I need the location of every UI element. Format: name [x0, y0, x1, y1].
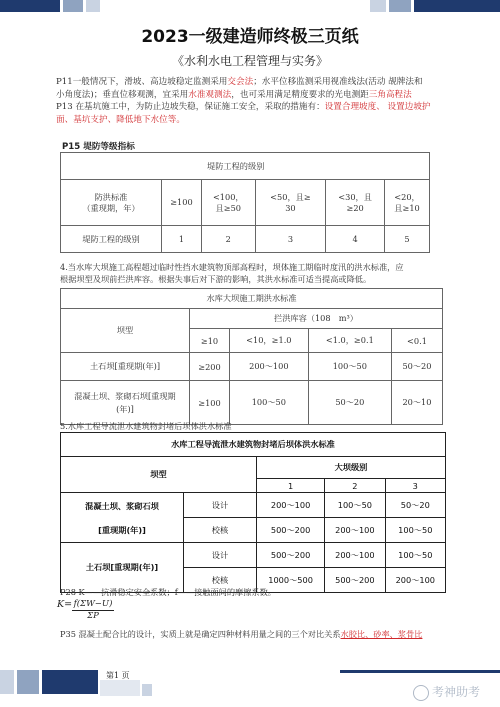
- table2-group: 拦洪库容（108 m³）: [190, 309, 443, 329]
- construction-flood-table: [60, 288, 443, 425]
- table-cell: 200～100: [325, 518, 385, 543]
- table-cell: 100～50: [229, 381, 308, 425]
- table-cell: 2: [325, 479, 385, 493]
- paragraph-p35: P35 混凝土配合比的设计，实质上就是确定四种材料用量之间的三个对比关系水胶比、砂率、浆骨比: [60, 629, 423, 639]
- table-cell: <100， 且≥50: [201, 180, 255, 226]
- table-cell: ≥100: [162, 180, 202, 226]
- table-cell: <20， 且≥10: [385, 180, 430, 226]
- table-cell: 3: [385, 479, 445, 493]
- table-cell: 100～50: [308, 353, 391, 381]
- table1-heading: P15 堤防等级指标: [62, 142, 135, 152]
- table-cell: 500～200: [257, 543, 325, 568]
- table-cell: 100～50: [325, 493, 385, 518]
- table-cell: ≥10: [190, 329, 230, 353]
- page-title: 2023一级建造师终极三页纸: [141, 27, 359, 47]
- table-cell: 50～20: [385, 493, 445, 518]
- table-cell: <10，≥1.0: [229, 329, 308, 353]
- table1-row2-label: 堤防工程的级别: [61, 226, 162, 253]
- paragraph-p28: P28 K——抗滑稳定安全系数；f——接触面间的摩擦系数。: [60, 587, 276, 597]
- table1-row1-label: 防洪标准 （重现期，年）: [61, 180, 162, 226]
- table-cell: 1000～500: [257, 568, 325, 593]
- table2-row-label: 混凝土坝、浆砌石坝[重现期 (年)]: [61, 381, 190, 425]
- table-cell: <50，且≥ 30: [255, 180, 325, 226]
- table-cell: 校核: [184, 568, 257, 593]
- paragraph-p11: P11一般情况下，滑坡、高边坡稳定监测采用交会法；水平位移监测采用视准线法(活动 觇牌法和 小角度法)；垂直位移观测，宜采用水准观测法，也可采用满足精度要求的光电测距三角高程法: [56, 77, 423, 100]
- table-cell: 200～100: [385, 568, 445, 593]
- table-cell: 50～20: [391, 353, 442, 381]
- table-cell: 设计: [184, 493, 257, 518]
- table-cell: 200～100: [325, 543, 385, 568]
- table-cell: 100～50: [385, 518, 445, 543]
- table-cell: <1.0，≥0.1: [308, 329, 391, 353]
- table-cell: <30，且 ≥20: [326, 180, 385, 226]
- formula-fraction: [72, 599, 114, 621]
- table1-head: 堤防工程的级别: [61, 153, 430, 180]
- dike-grade-table: [60, 152, 430, 253]
- table-cell: 200～100: [229, 353, 308, 381]
- paragraph-p13: P13 在基坑施工中，为防止边坡失稳，保证施工安全，采取的措施有：设置合理坡度、 设置边坡护 面、基坑支护、降低地下水位等。: [56, 102, 431, 125]
- table-cell: 2: [201, 226, 255, 253]
- table-cell: 200～100: [257, 493, 325, 518]
- page-number: 第1 页: [106, 671, 130, 680]
- formula-numerator: f(ΣW−U): [73, 599, 113, 609]
- table-cell: 校核: [184, 518, 257, 543]
- table-cell: 5: [385, 226, 430, 253]
- paragraph-5: 5.水库工程导流泄水建筑物封堵后坝体洪水标准: [60, 421, 232, 431]
- table-cell: 1: [257, 479, 325, 493]
- table-cell: 100～50: [385, 543, 445, 568]
- top-decoration: [0, 0, 500, 12]
- watermark-icon: [413, 685, 429, 701]
- table2-col-label: 坝型: [61, 309, 190, 353]
- table3-col-label: 坝型: [61, 457, 257, 493]
- table-cell: <0.1: [391, 329, 442, 353]
- page-subtitle: 《水利水电工程管理与实务》: [171, 54, 328, 68]
- table-cell: 20～10: [391, 381, 442, 425]
- table-cell: ≥100: [190, 381, 230, 425]
- table-cell: 50～20: [308, 381, 391, 425]
- table-cell: 500～200: [325, 568, 385, 593]
- watermark: 考神助考: [413, 683, 480, 701]
- formula-lhs: K=: [57, 599, 73, 610]
- table3-group: 大坝级别: [257, 457, 446, 479]
- table2-head: 水库大坝施工期洪水标准: [61, 289, 443, 309]
- table-cell: 设计: [184, 543, 257, 568]
- table-cell: 4: [326, 226, 385, 253]
- table-cell: ≥200: [190, 353, 230, 381]
- table3-row-label: 土石坝[重现期(年)]: [61, 543, 184, 593]
- table3-row-label: 混凝土坝、浆砌石坝 [重现期(年)]: [61, 493, 184, 543]
- table3-head: 水库工程导流泄水建筑物封堵后坝体洪水标准: [61, 433, 446, 457]
- paragraph-4: 4.当水库大坝施工高程超过临时性挡水建筑物顶部高程时，坝体施工期临时度汛的洪水标准，应 根据坝型及坝前拦洪库容。根据失事后对下游的影响，其洪水标准可适当提高或降低。: [60, 262, 404, 284]
- formula-denominator: ΣP: [87, 611, 99, 621]
- table-cell: 3: [255, 226, 325, 253]
- table-cell: 1: [162, 226, 202, 253]
- table-cell: 500～200: [257, 518, 325, 543]
- closure-flood-table: [60, 432, 446, 593]
- table2-row-label: 土石坝[重现期(年)]: [61, 353, 190, 381]
